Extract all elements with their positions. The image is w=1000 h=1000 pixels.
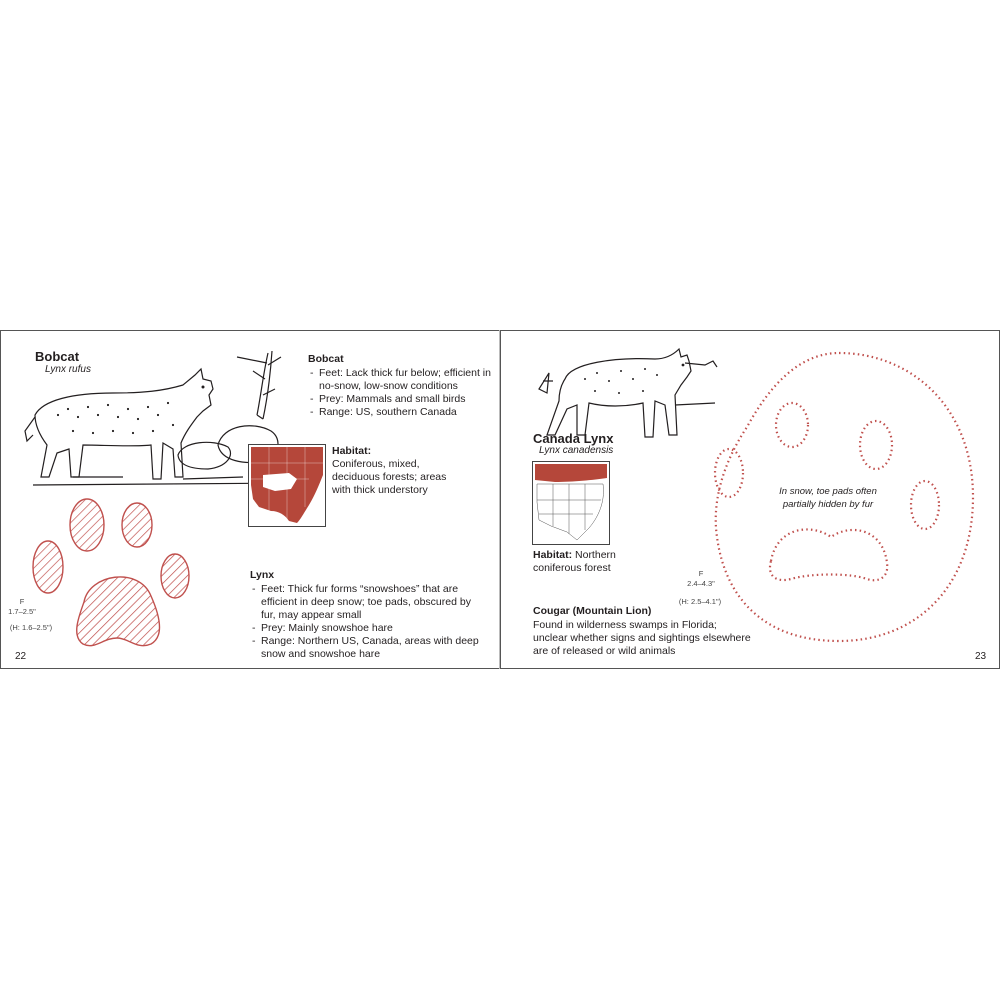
page-number: 23 [975,651,987,662]
lynx-track-size: 2.4–4.3" [687,579,715,588]
canada-lynx-habitat [533,549,643,575]
bobcat-track-size-hind: (H: 1.6–2.5") [9,623,53,632]
bobcat-section-heading: Bobcat [308,353,344,365]
canada-lynx-title: Canada Lynx [533,431,614,446]
canada-lynx-range-map [532,461,610,545]
page-left [0,330,501,669]
list-item: - Prey: Mammals and small birds [308,393,493,406]
page-right [500,330,1000,669]
bobcat-habitat-text: Coniferous, mixed, deciduous forests; areas with thick understory [332,458,447,496]
bobcat-latin-name: Lynx rufus [45,364,91,375]
cougar-heading: Cougar (Mountain Lion) [533,605,652,617]
lynx-track-size-hind: (H: 2.5–4.1") [678,597,722,606]
list-item: - Feet: Thick fur forms “snowshoes” that are efficient in deep snow; toe pads, obscured by fur, may appear small [250,583,480,622]
canada-lynx-illustration [535,345,720,443]
list-item: - Prey: Mainly snowshoe hare [250,622,480,635]
bobcat-title: Bobcat [35,349,80,364]
lynx-section-heading: Lynx [250,569,275,581]
us-map-icon [533,462,609,544]
lynx-track-note: In snow, toe pads often partially hidden by fur [779,486,877,510]
canada-lynx-latin-name: Lynx canadensis [539,445,614,456]
habitat-heading: Habitat: [533,549,573,561]
list-item: - Feet: Lack thick fur below; efficient in no-snow, low-snow conditions [308,367,493,393]
bobcat-track-size: 1.7–2.5" [8,607,36,616]
cougar-text: Found in wilderness swamps in Florida; unclear whether signs and sightings elsewhere are of released or wild animals [533,619,751,657]
list-item: - Range: Northern US, Canada, areas with deep snow and snowshoe hare [250,635,480,661]
bobcat-habitat-heading: Habitat: [332,445,372,457]
bobcat-track-f-label: F [19,597,25,606]
lynx-track-f-label: F [698,569,704,578]
list-item: - Range: US, southern Canada [308,406,493,419]
lynx-facts-list [250,583,480,661]
page-number: 22 [15,651,27,662]
us-map-icon [249,445,325,526]
book-spread [0,330,1000,669]
bobcat-facts-list [308,367,493,419]
habitat-text: Northern coniferous forest [533,549,616,574]
bobcat-range-map [248,444,326,527]
